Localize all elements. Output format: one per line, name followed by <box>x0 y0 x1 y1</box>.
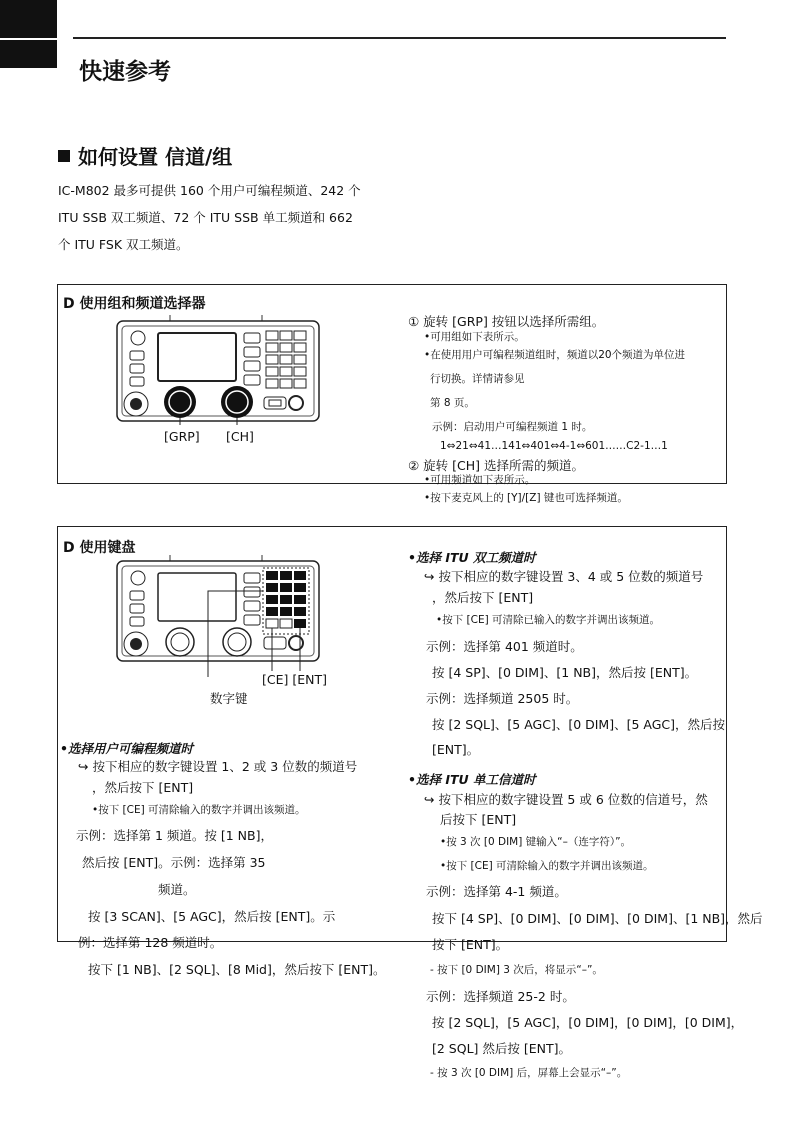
itu-duplex-example-2: 示例：选择频道 2505 时。 <box>426 691 579 706</box>
itu-simplex-example-2: 示例：选择频道 25-2 时。 <box>426 989 575 1004</box>
itu-simplex-note-4: - 按 3 次 [0 DIM] 后，屏幕上会显示“–”。 <box>430 1067 628 1079</box>
itu-duplex-step-2: ，然后按下 [ENT] <box>432 590 534 605</box>
box1-note-2: •在使用用户可编程频道组时，频道以20个频道为单位进 <box>424 349 686 361</box>
user-channel-step-1: ↪ 按下相应的数字键设置 1、2 或 3 位数的频道号 <box>78 759 358 774</box>
itu-duplex-note: •按下 [CE] 可清除已输入的数字并调出该频道。 <box>436 614 661 626</box>
itu-simplex-note-2: •按下 [CE] 可清除输入的数字并调出该频道。 <box>440 860 654 872</box>
itu-simplex-keys-4: [2 SQL] 然后按 [ENT]。 <box>432 1041 572 1056</box>
box1-note-5: •可用频道如下表所示。 <box>424 474 536 486</box>
box1-note-4: 第 8 页。 <box>430 397 475 409</box>
user-channel-example-2: 然后按 [ENT]。示例：选择第 35 <box>82 855 266 870</box>
box1-step-1: ① 旋转 [GRP] 按钮以选择所需组。 <box>408 314 605 329</box>
page-title: 快速参考 <box>79 59 171 85</box>
user-channel-example-5: 例：选择第 128 频道时。 <box>78 935 223 950</box>
box1-note-3: 行切换。详情请参见 <box>430 373 525 385</box>
box1-step-2: ② 旋转 [CH] 选择所需的频道。 <box>408 458 585 473</box>
grp-knob-label: [GRP] <box>164 429 200 444</box>
radio-front-panel-illustration-2 <box>112 555 324 677</box>
user-channel-note: •按下 [CE] 可清除输入的数字并调出该频道。 <box>92 804 306 816</box>
intro-line-2: ITU SSB 双工频道、72 个 ITU SSB 单工频道和 662 <box>58 210 353 225</box>
itu-simplex-keys-1: 按下 [4 SP]、[0 DIM]、[0 DIM]、[0 DIM]、[1 NB]，然后 <box>432 911 763 926</box>
itu-duplex-example-1: 示例：选择第 401 频道时。 <box>426 639 583 654</box>
box2-heading: D 使用键盘 <box>63 540 136 556</box>
section-title-text: 如何设置 信道/组 <box>78 145 233 169</box>
itu-simplex-subhead: •选择 ITU 单工信道时 <box>408 772 536 787</box>
itu-duplex-keys-2: 按 [2 SQL]、[5 AGC]、[0 DIM]、[5 AGC]，然后按 <box>432 717 726 732</box>
intro-line-1: IC-M802 最多可提供 160 个用户可编程频道、242 个 <box>58 183 361 198</box>
page-tab-marker <box>0 0 57 68</box>
user-channel-subhead: •选择用户可编程频道时 <box>60 741 193 756</box>
intro-line-3: 个 ITU FSK 双工频道。 <box>58 237 189 252</box>
square-bullet-icon <box>58 150 70 162</box>
user-channel-example-4: 按 [3 SCAN]、[5 AGC]，然后按 [ENT]。示 <box>88 909 336 924</box>
itu-simplex-step-1: ↪ 按下相应的数字键设置 5 或 6 位数的信道号，然 <box>424 792 708 807</box>
itu-duplex-step-1: ↪ 按下相应的数字键设置 3、4 或 5 位数的频道号 <box>424 569 704 584</box>
user-channel-example-1: 示例：选择第 1 频道。按 [1 NB]， <box>76 828 273 843</box>
box1-note-6: •按下麦克风上的 [Y]/[Z] 键也可选择频道。 <box>424 492 628 504</box>
itu-simplex-example-1: 示例：选择第 4-1 频道。 <box>426 884 567 899</box>
section-title <box>58 141 232 170</box>
user-channel-example-6: 按下 [1 NB]、[2 SQL]、[8 Mid]，然后按下 [ENT]。 <box>88 962 386 977</box>
itu-duplex-keys-3: [ENT]。 <box>432 742 480 757</box>
itu-simplex-note-3: - 按下 [0 DIM] 3 次后，将显示“–”。 <box>430 964 603 976</box>
ce-ent-keys-label: [CE] [ENT] <box>262 672 327 687</box>
page-tab-divider <box>0 38 57 40</box>
box1-sequence: 1⇔21⇔41…141⇔401⇔4-1⇔601……C2-1…1 <box>440 440 668 452</box>
header-rule <box>73 37 726 39</box>
itu-simplex-keys-3: 按 [2 SQL]，[5 AGC]，[0 DIM]，[0 DIM]，[0 DIM]， <box>432 1015 744 1030</box>
radio-front-panel-illustration-1 <box>112 315 324 425</box>
numeric-keys-label: 数字键 <box>210 691 248 706</box>
user-channel-step-2: ，然后按下 [ENT] <box>92 780 194 795</box>
box1-heading: D 使用组和频道选择器 <box>63 296 206 312</box>
itu-simplex-keys-2: 按下 [ENT]。 <box>432 937 509 952</box>
box1-note-1: •可用组如下表所示。 <box>424 331 525 343</box>
box1-example: 示例：启动用户可编程频道 1 时。 <box>432 421 593 433</box>
itu-duplex-subhead: •选择 ITU 双工频道时 <box>408 550 536 565</box>
itu-simplex-step-2: 后按下 [ENT] <box>440 812 517 827</box>
ch-knob-label: [CH] <box>226 429 254 444</box>
itu-simplex-note-1: •按 3 次 [0 DIM] 键输入“–（连字符）”。 <box>440 836 632 848</box>
itu-duplex-keys-1: 按 [4 SP]、[0 DIM]、[1 NB]，然后按 [ENT]。 <box>432 665 698 680</box>
user-channel-example-3: 频道。 <box>158 882 196 897</box>
